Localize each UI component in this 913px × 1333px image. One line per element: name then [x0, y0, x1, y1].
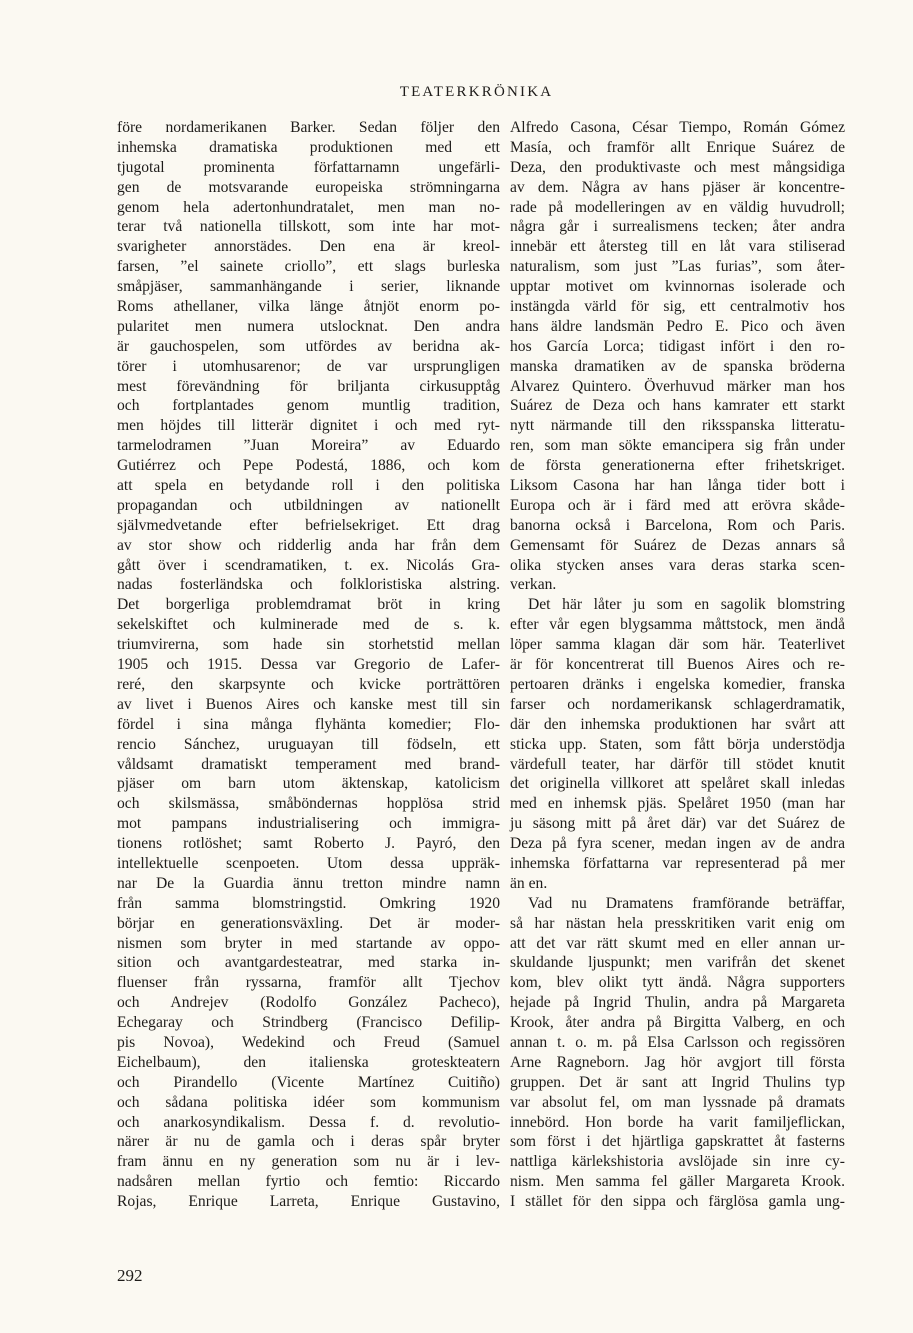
text-line: var absolut fel, om man lyssnade på dramats	[510, 1093, 845, 1111]
text-line: törer i utomhusarenor; de var ursprungligen	[117, 357, 500, 375]
text-line: sekelskiftet och kulminerade med de s. k.	[117, 616, 500, 634]
text-line: hos García Lorca; tidigast infört i den ro-	[510, 337, 845, 355]
text-line: nadsåren mellan fyrtio och femtio: Riccardo	[117, 1173, 500, 1191]
text-line: reré, den skarpsynte och kvicke porträttören	[117, 675, 500, 693]
text-line: Liksom Casona har han långa tider bott i	[510, 477, 845, 495]
text-line: manska dramatiken av de spanska bröderna	[510, 357, 845, 375]
text-line: innebörd. Hon borde ha varit familjeflickan,	[510, 1113, 845, 1131]
text-line: farsen, ”el sainete criollo”, ett slags burleska	[117, 258, 500, 276]
text-line: terar två nationella tillskott, som inte har mot-	[117, 218, 500, 236]
text-line: triumvirerna, som hade sin storhetstid mellan	[117, 636, 500, 654]
text-line: och fortplantades genom muntlig tradition,	[117, 397, 500, 415]
text-line: att det var rätt skumt med en eller annan ur-	[510, 934, 845, 952]
paragraph	[510, 595, 845, 893]
text-line: och skilsmässa, småböndernas hopplösa strid	[117, 795, 500, 813]
text-line: Det borgerliga problemdramat bröt in kring	[117, 596, 500, 614]
text-line: med en inhemsk pjäs. Spelåret 1950 (man har	[510, 795, 845, 813]
text-line: och anarkosyndikalism. Dessa f. d. revolutio-	[117, 1113, 500, 1131]
text-line: pertoaren dränks i engelska komedier, franska	[510, 675, 845, 693]
text-line: Alvarez Quintero. Överhuvud märker man hos	[510, 377, 845, 395]
text-line: sition och avantgardesteatrar, med starka in-	[117, 954, 500, 972]
text-line: av dem. Några av hans pjäser är koncentre-	[510, 178, 845, 196]
text-line: pis Novoa), Wedekind och Freud (Samuel	[117, 1033, 500, 1051]
text-line: ren, som man sökte emancipera sig från under	[510, 437, 845, 455]
text-line: är för koncentrerat till Buenos Aires och re-	[510, 656, 845, 674]
text-line: Masía, och framför allt Enrique Suárez de	[510, 138, 845, 156]
text-line: börjar en generationsväxling. Det är moder-	[117, 914, 500, 932]
text-line: nytt närmande till den riksspanska litteratu-	[510, 417, 845, 435]
text-line: banorna också i Barcelona, Rom och Paris.	[510, 516, 845, 534]
text-line: tjugotal prominenta författarnamn ungefärli-	[117, 158, 500, 176]
text-line: som först i det hjärtliga gapskrattet åt fasterns	[510, 1133, 845, 1151]
text-line: 1905 och 1915. Dessa var Gregorio de Lafer-	[117, 656, 500, 674]
text-line: Suárez de Deza och hans kamrater ett starkt	[510, 397, 845, 415]
text-line: småpjäser, sammanhängande i serier, liknande	[117, 278, 500, 296]
text-line: sticka upp. Staten, som fått börja understödja	[510, 735, 845, 753]
text-line: naturalism, som just ”Las furias”, som åter-	[510, 258, 845, 276]
text-line: rade på modelleringen av en väldig huvudroll;	[510, 198, 845, 216]
left-column	[117, 118, 500, 1212]
text-line: svarigheter annorstädes. Den ena är kreol-	[117, 238, 500, 256]
text-line: pjäser om barn utom äktenskap, katolicism	[117, 775, 500, 793]
text-line: närer är nu de gamla och i deras spår bryter	[117, 1133, 500, 1151]
text-line: Eichelbaum), den italienska groteskteatern	[117, 1053, 500, 1071]
text-line: intellektuelle scenpoeten. Utom dessa uppräk-	[117, 854, 500, 872]
text-line: skuldande ljuspunkt; men varifrån det skenet	[510, 954, 845, 972]
text-line: Europa och är i färd med att erövra skåde-	[510, 496, 845, 514]
text-line: annan t. o. m. på Elsa Carlsson och regissören	[510, 1033, 845, 1051]
text-line: fram ännu en ny generation som nu är i lev-	[117, 1153, 500, 1171]
text-line: Gemensamt för Suárez de Dezas annars så	[510, 536, 845, 554]
text-line: det originella villkoret att spelåret skall inledas	[510, 775, 845, 793]
text-line: Echegaray och Strindberg (Francisco Defilip-	[117, 1014, 500, 1032]
text-line: instängda värld för sig, ett centralmotiv hos	[510, 298, 845, 316]
text-line: kom, blev olikt tytt ändå. Några supporters	[510, 974, 845, 992]
text-line: mot pampans industrialisering och immigra-	[117, 815, 500, 833]
text-line: värdefull teater, har därför till stödet knutit	[510, 755, 845, 773]
text-line: Krook, åter andra på Birgitta Valberg, en och	[510, 1014, 845, 1032]
text-line: gruppen. Det är sant att Ingrid Thulins typ	[510, 1073, 845, 1091]
text-line: nattliga kärlekshistoria avslöjade sin inre cy-	[510, 1153, 845, 1171]
text-line: upptar motivet om kvinnornas isolerade och	[510, 278, 845, 296]
text-line: nismen som bryter in med startande av oppo-	[117, 934, 500, 952]
text-line: inhemska författarna var representerad på mer	[510, 854, 845, 872]
text-line: hans äldre landsmän Pedro E. Pico och även	[510, 317, 845, 335]
text-line: och Pirandello (Vicente Martínez Cuitiño)	[117, 1073, 500, 1091]
text-line: nar De la Guardia ännu tretton mindre namn	[117, 874, 500, 892]
text-line: nism. Men samma fel gäller Margareta Krook.	[510, 1173, 845, 1191]
text-line: tarmelodramen ”Juan Moreira” av Eduardo	[117, 437, 500, 455]
text-line: Roms athellaner, vilka länge åtnjöt enorm po-	[117, 298, 500, 316]
text-line: Deza på fyra scener, medan ingen av de andra	[510, 835, 845, 853]
text-line: så har nästan hela presskritiken varit enig om	[510, 914, 845, 932]
paragraph	[510, 894, 845, 1212]
text-line: är gauchospelen, som utfördes av beridna ak-	[117, 337, 500, 355]
text-line: inhemska dramatiska produktionen med ett	[117, 138, 500, 156]
text-line: fluenser från ryssarna, framför allt Tjechov	[117, 974, 500, 992]
text-line: än en.	[510, 874, 548, 892]
text-line: de första generationerna efter frihetskriget.	[510, 457, 845, 475]
text-line: verkan.	[510, 576, 557, 594]
text-line: pularitet men numera utslocknat. Den andra	[117, 317, 500, 335]
text-line: mest förevändning för briljanta cirkusupptåg	[117, 377, 500, 395]
text-line: av livet i Buenos Aires och kanske mest till sin	[117, 695, 500, 713]
text-line: av stor show och ridderlig anda har från dem	[117, 536, 500, 554]
text-line: Gutiérrez och Pepe Podestá, 1886, och kom	[117, 457, 500, 475]
text-line: Rojas, Enrique Larreta, Enrique Gustavino,	[117, 1193, 500, 1211]
text-line: gen de motsvarande europeiska strömningarna	[117, 178, 500, 196]
text-line: tionens rotlöshet; samt Roberto J. Payró, den	[117, 835, 500, 853]
text-line: gått över i scendramatiken, t. ex. Nicolás Gra-	[117, 556, 500, 574]
text-line: Arne Ragneborn. Jag hör avgjort till första	[510, 1053, 845, 1071]
text-line: Alfredo Casona, César Tiempo, Román Gómez	[510, 119, 845, 136]
text-line: Det här låter ju som en sagolik blomstring	[528, 596, 845, 614]
text-line: hejade på Ingrid Thulin, andra på Margareta	[510, 994, 845, 1012]
text-line: propagandan och utbildningen av nationellt	[117, 496, 500, 514]
right-column	[510, 118, 845, 1212]
text-line: efter vår egen blygsamma måttstock, men ändå	[510, 616, 845, 634]
text-line: Vad nu Dramatens framförande beträffar,	[528, 894, 845, 912]
text-line: rencio Sánchez, uruguayan till födseln, ett	[117, 735, 500, 753]
paragraph	[510, 118, 845, 595]
text-line: våldsamt dramatiskt temperament med brand-	[117, 755, 500, 773]
text-line: ju säsong mitt på året där) var det Suárez de	[510, 815, 845, 833]
text-line: självmedvetande efter befrielsekriget. Ett drag	[117, 516, 500, 534]
text-line: Deza, den produktivaste och mest mångsidiga	[510, 158, 845, 176]
running-title: TEATERKRÖNIKA	[399, 84, 554, 100]
text-line: några går i surrealismens tecken; åter andra	[510, 218, 845, 236]
text-line: innebär ett återsteg till en låt vara stiliserad	[510, 238, 845, 256]
paragraph	[117, 118, 500, 1212]
text-line: löper samma klagan där som här. Teaterlivet	[510, 636, 845, 654]
text-line: olika stycken anses vara deras starka scen-	[510, 556, 845, 574]
page-number: 292	[117, 1266, 143, 1285]
text-line: fördel i sina många flyhänta komedier; Flo-	[117, 715, 500, 733]
text-line: genom hela adertonhundratalet, men man no-	[117, 198, 500, 216]
text-line: nadas fosterländska och folkloristiska alstring.	[117, 576, 500, 594]
text-line: farser och nordamerikansk schlagerdramatik,	[510, 695, 845, 713]
text-line: där den inhemska produktionen har svårt att	[510, 715, 845, 733]
text-line: och sådana politiska idéer som kommunism	[117, 1093, 500, 1111]
text-line: och Andrejev (Rodolfo González Pacheco),	[117, 994, 500, 1012]
text-line: I stället för den sippa och färglösa gamla ung-	[510, 1193, 845, 1211]
text-line: men höjdes till litterär dignitet i och med ryt-	[117, 417, 500, 435]
text-line: före nordamerikanen Barker. Sedan följer den	[117, 119, 500, 136]
text-line: att spela en betydande roll i den politiska	[117, 477, 500, 495]
text-line: från samma blomstringstid. Omkring 1920	[117, 894, 500, 912]
